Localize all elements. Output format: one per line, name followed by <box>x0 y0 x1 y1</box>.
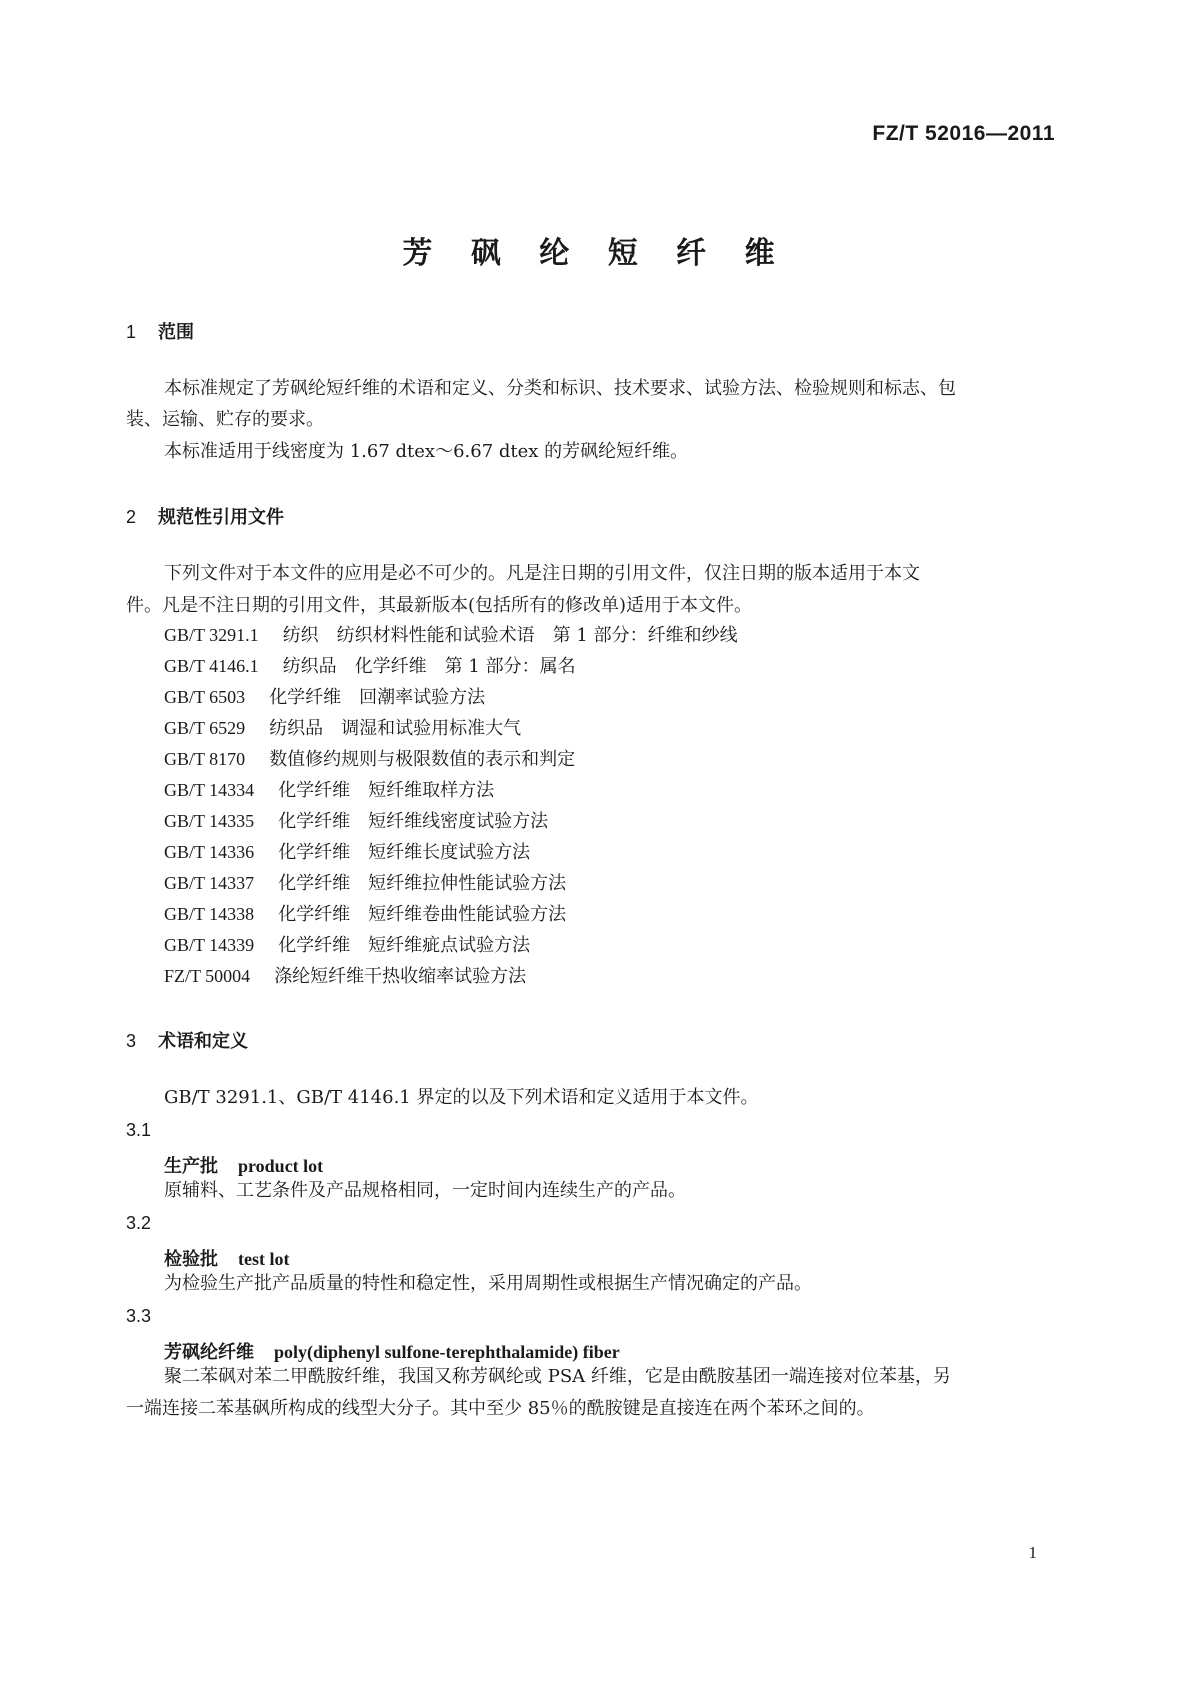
clause-number: 3.2 <box>126 1213 152 1233</box>
document-title: 芳 砜 纶 短 纤 维 <box>402 236 789 271</box>
section-title: 范围 <box>158 322 194 343</box>
section-heading-terms <box>126 1027 248 1053</box>
section-heading-references <box>126 503 284 529</box>
term-en: product lot <box>238 1156 324 1176</box>
reference-item <box>164 683 485 709</box>
term-en: test lot <box>238 1249 290 1269</box>
reference-item <box>164 838 530 864</box>
term-cn: 检验批 <box>164 1249 218 1270</box>
reference-item <box>164 931 530 957</box>
section-heading-scope <box>126 318 194 344</box>
reference-code: GB/T 14337 <box>164 873 255 893</box>
reference-code: GB/T 14334 <box>164 780 255 800</box>
reference-title: 化学纤维 回潮率试验方法 <box>269 687 486 708</box>
term-definition: 为检验生产批产品质量的特性和稳定性，采用周期性或根据生产情况确定的产品。 <box>164 1273 812 1294</box>
reference-code: GB/T 8170 <box>164 749 246 769</box>
reference-code: FZ/T 50004 <box>164 966 251 986</box>
clause-number: 3.3 <box>126 1306 152 1326</box>
reference-code: GB/T 14336 <box>164 842 255 862</box>
reference-item <box>164 900 566 926</box>
reference-title: 化学纤维 短纤维卷曲性能试验方法 <box>278 904 567 925</box>
reference-item <box>164 621 738 647</box>
standard-number: FZ/T 52016—2011 <box>872 122 1055 145</box>
scope-para1-line2: 装、运输、贮存的要求。 <box>126 409 324 430</box>
term-definition-line2: 一端连接二苯基砜所构成的线型大分子。其中至少 85％的酰胺键是直接连在两个苯环之间的。 <box>126 1398 875 1419</box>
reference-title: 化学纤维 短纤维拉伸性能试验方法 <box>278 873 567 894</box>
term-definition: 原辅料、工艺条件及产品规格相同，一定时间内连续生产的产品。 <box>164 1180 686 1201</box>
reference-code: GB/T 6503 <box>164 687 246 707</box>
clause-number: 3.1 <box>126 1120 152 1140</box>
reference-title: 化学纤维 短纤维长度试验方法 <box>278 842 531 863</box>
section-title: 规范性引用文件 <box>158 507 284 528</box>
page-number: 1 <box>1028 1543 1037 1562</box>
reference-code: GB/T 4146.1 <box>164 656 259 676</box>
reference-item <box>164 652 576 678</box>
scope-para2: 本标准适用于线密度为 1.67 dtex～6.67 dtex 的芳砜纶短纤维。 <box>164 441 689 462</box>
term-definition-line1: 聚二苯砜对苯二甲酰胺纤维，我国又称芳砜纶或 PSA 纤维，它是由酰胺基团一端连接对位苯基，另 <box>164 1366 951 1387</box>
reference-title: 纺织品 调湿和试验用标准大气 <box>269 718 522 739</box>
term-cn: 芳砜纶纤维 <box>164 1342 254 1363</box>
section-number: 2 <box>126 507 137 527</box>
terms-intro: GB/T 3291.1、GB/T 4146.1 界定的以及下列术语和定义适用于本文件。 <box>164 1087 759 1108</box>
reference-item <box>164 962 526 988</box>
term-en: poly(diphenyl sulfone-terephthalamide) fiber <box>274 1342 620 1362</box>
section-number: 1 <box>126 322 137 342</box>
section-title: 术语和定义 <box>158 1031 248 1052</box>
reference-title: 化学纤维 短纤维取样方法 <box>278 780 495 801</box>
reference-code: GB/T 3291.1 <box>164 625 259 645</box>
references-intro-line1: 下列文件对于本文件的应用是必不可少的。凡是注日期的引用文件，仅注日期的版本适用于本文 <box>164 563 920 584</box>
term-cn: 生产批 <box>164 1156 218 1177</box>
reference-item <box>164 745 575 771</box>
reference-code: GB/T 14339 <box>164 935 255 955</box>
references-intro-line2: 件。凡是不注日期的引用文件，其最新版本(包括所有的修改单)适用于本文件。 <box>126 595 753 616</box>
reference-code: GB/T 14338 <box>164 904 255 924</box>
reference-title: 涤纶短纤维干热收缩率试验方法 <box>274 966 527 987</box>
section-number: 3 <box>126 1031 137 1051</box>
reference-item <box>164 807 548 833</box>
reference-item <box>164 714 521 740</box>
reference-title: 纺织品 化学纤维 第 1 部分：属名 <box>282 656 576 677</box>
reference-code: GB/T 14335 <box>164 811 255 831</box>
reference-code: GB/T 6529 <box>164 718 246 738</box>
reference-title: 化学纤维 短纤维疵点试验方法 <box>278 935 531 956</box>
scope-para1-line1: 本标准规定了芳砜纶短纤维的术语和定义、分类和标识、技术要求、试验方法、检验规则和标志、包 <box>164 378 956 399</box>
reference-item <box>164 869 566 895</box>
reference-title: 化学纤维 短纤维线密度试验方法 <box>278 811 549 832</box>
reference-title: 纺织 纺织材料性能和试验术语 第 1 部分：纤维和纱线 <box>282 625 738 646</box>
reference-title: 数值修约规则与极限数值的表示和判定 <box>269 749 576 770</box>
reference-item <box>164 776 494 802</box>
